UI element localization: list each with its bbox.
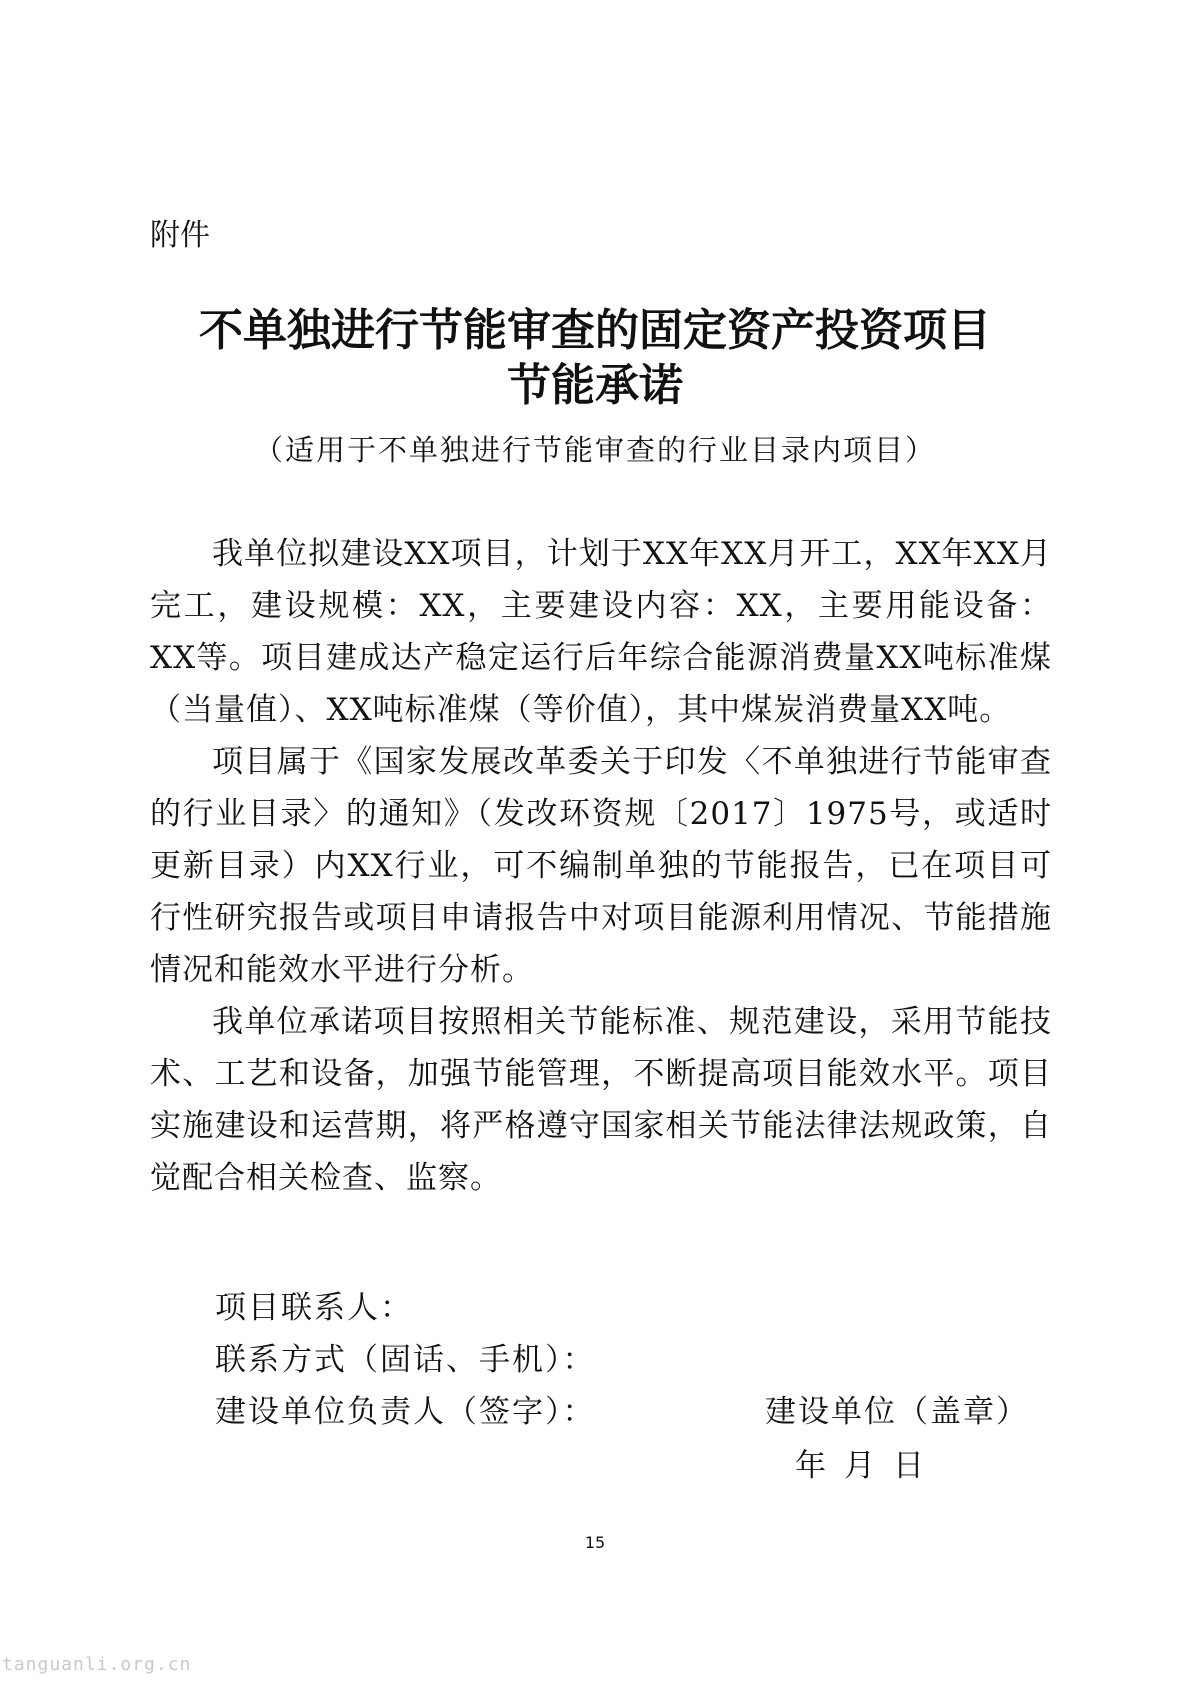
date-label: 年月日	[795, 1448, 942, 1484]
paragraph-industry-catalog: 项目属于《国家发展改革委关于印发〈不单独进行节能审查的行业目录〉的通知》（发改环资规〔2017〕1975号，或适时更新目录）内XX行业，可不编制单独的节能报告，已在项目可行性研究报告或项目申请报告中对项目能源利用情况、节能措施情况和能效水平进行分析。	[150, 744, 1052, 988]
document-body	[150, 528, 1052, 1204]
document-title-line1: 不单独进行节能审查的固定资产投资项目	[199, 305, 991, 356]
contact-method-label: 联系方式（固话、手机）：	[215, 1342, 596, 1378]
contact-section	[215, 1282, 596, 1438]
attachment-label: 附件	[150, 218, 210, 253]
seal-label: 建设单位（盖章）	[765, 1394, 1029, 1430]
document-subtitle: （适用于不单独进行节能审查的行业目录内项目）	[253, 433, 936, 467]
responsible-person-label: 建设单位负责人（签字）：	[215, 1394, 596, 1430]
paragraph-commitment: 我单位承诺项目按照相关节能标准、规范建设，采用节能技术、工艺和设备，加强节能管理，不断提高项目能效水平。项目实施建设和运营期，将严格遵守国家相关节能法律法规政策，自觉配合相关检查、监察。	[150, 1004, 1052, 1196]
contact-person-label: 项目联系人：	[215, 1290, 413, 1326]
page-number: 15	[584, 1533, 606, 1552]
paragraph-project-info: 我单位拟建设XX项目，计划于XX年XX月开工，XX年XX月完工，建设规模：XX，主要建设内容：XX，主要用能设备：XX等。项目建成达产稳定运行后年综合能源消费量XX吨标准煤（当量值）、XX吨标准煤（等价值），其中煤炭消费量XX吨。	[150, 536, 1052, 728]
watermark: tanguanli.org.cn	[2, 1654, 192, 1675]
document-title-line2: 节能承诺	[507, 360, 683, 411]
